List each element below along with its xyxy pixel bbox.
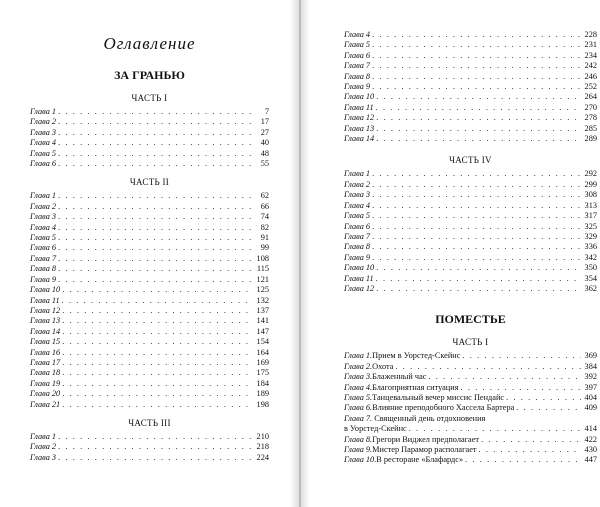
toc-entry xyxy=(30,432,269,442)
dot-leader xyxy=(58,191,253,201)
dot-leader xyxy=(395,362,581,372)
toc-entry xyxy=(344,351,597,361)
dot-leader xyxy=(372,242,581,252)
chapter-label: Глава 9. xyxy=(344,445,373,454)
toc-entry xyxy=(344,455,597,465)
chapter-label: Глава 8 xyxy=(344,242,371,252)
dot-leader xyxy=(461,383,581,393)
page-number: 242 xyxy=(584,61,597,71)
dot-leader xyxy=(372,30,581,40)
toc-entry xyxy=(30,316,269,326)
page-number: 141 xyxy=(256,316,269,326)
dot-leader xyxy=(58,432,253,442)
page-number: 350 xyxy=(584,263,597,273)
chapter-label: Глава 20 xyxy=(30,389,61,399)
chapter-subtitle: Мистер Парамор располагает xyxy=(372,445,477,454)
chapter-label: Глава 2 xyxy=(344,179,371,189)
dot-leader xyxy=(58,107,253,117)
toc-list-part-2 xyxy=(30,191,269,410)
chapter-label: Глава 5 xyxy=(344,211,371,221)
toc-entry xyxy=(30,243,269,253)
dot-leader xyxy=(62,285,253,295)
page-number: 184 xyxy=(256,378,269,388)
chapter-label: Глава 4 xyxy=(30,222,57,232)
chapter-label: Глава 12 xyxy=(344,113,375,123)
page-number: 224 xyxy=(256,452,269,462)
chapter-label: Глава 16 xyxy=(30,347,61,357)
toc-list-estate-part-1 xyxy=(344,351,597,465)
dot-leader xyxy=(58,264,253,274)
toc-entry xyxy=(30,348,269,358)
chapter-label: Глава 2 xyxy=(30,201,57,211)
page-number: 384 xyxy=(584,361,597,371)
chapter-label: Глава 7. xyxy=(344,413,373,423)
page-number: 285 xyxy=(584,123,597,133)
dot-leader xyxy=(62,368,253,378)
page-number: 17 xyxy=(260,117,269,127)
toc-entry xyxy=(30,212,269,222)
dot-leader xyxy=(462,351,581,361)
toc-entry xyxy=(30,358,269,368)
dot-leader xyxy=(58,233,253,243)
toc-entry xyxy=(30,159,269,169)
dot-leader xyxy=(62,348,253,358)
dot-leader xyxy=(479,445,581,455)
page-number: 228 xyxy=(584,30,597,39)
section-title-estate: ПОМЕСТЬЕ xyxy=(435,312,506,327)
chapter-label: Глава 1 xyxy=(344,169,371,179)
page-number: 430 xyxy=(584,445,597,454)
toc-entry xyxy=(344,92,597,102)
left-page xyxy=(0,0,299,507)
chapter-label: Глава 17 xyxy=(30,357,61,367)
toc-entry xyxy=(344,232,597,242)
chapter-label: Глава 2. xyxy=(344,361,373,371)
chapter-label: Глава 12 xyxy=(344,283,375,293)
toc-list-part-4 xyxy=(344,169,597,294)
page-number: 74 xyxy=(260,212,269,222)
dot-leader xyxy=(376,134,581,144)
page-number: 40 xyxy=(260,138,269,148)
chapter-label: Глава 1 xyxy=(30,107,57,116)
toc-entry xyxy=(344,372,597,382)
toc-entry xyxy=(344,134,597,144)
toc-entry xyxy=(344,180,597,190)
page-number: 91 xyxy=(260,233,269,243)
toc-entry xyxy=(344,61,597,71)
page-number: 234 xyxy=(584,50,597,60)
dot-leader xyxy=(372,232,581,242)
toc-entry xyxy=(344,103,597,113)
toc-entry xyxy=(30,296,269,306)
page-number: 169 xyxy=(256,357,269,367)
dot-leader xyxy=(62,379,253,389)
dot-leader xyxy=(372,51,581,61)
toc-entry xyxy=(30,191,269,201)
chapter-label: Глава 7 xyxy=(344,231,371,241)
chapter-label: Глава 3 xyxy=(30,127,57,137)
dot-leader xyxy=(58,138,253,148)
dot-leader xyxy=(62,306,253,316)
toc-entry xyxy=(344,393,597,403)
dot-leader xyxy=(372,169,581,179)
toc-entry xyxy=(30,337,269,347)
chapter-subtitle: Блаженный час xyxy=(372,372,427,382)
toc-entry xyxy=(30,400,269,410)
dot-leader xyxy=(62,296,253,306)
chapter-label: Глава 18 xyxy=(30,368,61,378)
part-title: ЧАСТЬ I xyxy=(452,337,489,348)
chapter-label: Глава 9 xyxy=(344,82,371,92)
toc-entry xyxy=(30,327,269,337)
toc-entry xyxy=(30,285,269,295)
dot-leader xyxy=(376,103,581,113)
dot-leader xyxy=(58,275,253,285)
page-number: 231 xyxy=(584,40,597,50)
page-number: 369 xyxy=(584,351,597,361)
toc-entry xyxy=(30,223,269,233)
toc-list-part-1 xyxy=(30,107,269,169)
chapter-label: Глава 3 xyxy=(30,212,57,222)
chapter-label: Глава 5. xyxy=(344,392,373,402)
toc-entry xyxy=(344,72,597,82)
section-title-beyond: ЗА ГРАНЬЮ xyxy=(114,68,185,82)
toc-entry xyxy=(30,368,269,378)
part-title: ЧАСТЬ IV xyxy=(449,155,492,166)
chapter-label: Глава 6 xyxy=(30,243,57,253)
dot-leader xyxy=(372,190,581,200)
chapter-label: Глава 3 xyxy=(30,452,57,462)
dot-leader xyxy=(62,400,253,410)
chapter-subtitle: Священный день отдохновения xyxy=(372,413,486,423)
dot-leader xyxy=(58,453,253,463)
chapter-label: Глава 3. xyxy=(344,372,373,382)
dot-leader xyxy=(376,113,581,123)
page-number: 299 xyxy=(584,179,597,189)
toc-entry xyxy=(344,30,597,40)
chapter-subtitle: Танцевальный вечер миссис Пендайс xyxy=(372,392,505,402)
dot-leader xyxy=(376,274,581,284)
dot-leader xyxy=(62,337,253,347)
toc-entry xyxy=(30,202,269,212)
part-title: ЧАСТЬ II xyxy=(129,177,170,188)
toc-entry xyxy=(344,40,597,50)
dot-leader xyxy=(428,372,581,382)
chapter-subtitle: Охота xyxy=(372,361,394,371)
toc-entry xyxy=(344,414,597,435)
dot-leader xyxy=(62,327,253,337)
page-number: 325 xyxy=(584,221,597,231)
page-number: 313 xyxy=(584,200,597,210)
page-number: 336 xyxy=(584,242,597,252)
page-number: 414 xyxy=(584,424,597,434)
dot-leader xyxy=(58,254,253,264)
chapter-subtitle-cont: в Уорстед-Скейнс xyxy=(344,424,407,434)
dot-leader xyxy=(506,393,581,403)
page-number: 198 xyxy=(256,399,269,409)
page-number: 27 xyxy=(260,127,269,137)
chapter-label: Глава 5 xyxy=(30,148,57,158)
page-number: 397 xyxy=(584,382,597,392)
chapter-label: Глава 9 xyxy=(30,274,57,284)
toc-entry xyxy=(344,242,597,252)
page-number: 121 xyxy=(256,274,269,284)
chapter-label: Глава 5 xyxy=(344,40,371,50)
dot-leader xyxy=(372,61,581,71)
dot-leader xyxy=(372,72,581,82)
toc-entry xyxy=(30,453,269,463)
toc-entry xyxy=(344,274,597,284)
page-number: 82 xyxy=(260,222,269,232)
toc-entry xyxy=(30,306,269,316)
dot-leader xyxy=(58,202,253,212)
toc-entry xyxy=(344,253,597,263)
dot-leader xyxy=(409,424,581,434)
dot-leader xyxy=(376,92,581,102)
chapter-label: Глава 8. xyxy=(344,434,373,444)
dot-leader xyxy=(372,253,581,263)
page-number: 164 xyxy=(256,347,269,357)
page-number: 289 xyxy=(584,134,597,144)
chapter-label: Глава 14 xyxy=(344,134,375,144)
page-number: 137 xyxy=(256,305,269,315)
chapter-label: Глава 6 xyxy=(344,50,371,60)
chapter-label: Глава 10 xyxy=(344,92,375,102)
chapter-label: Глава 4. xyxy=(344,382,373,392)
chapter-label: Глава 4 xyxy=(30,138,57,148)
dot-leader xyxy=(376,263,581,273)
toc-entry xyxy=(344,435,597,445)
toc-entry xyxy=(344,211,597,221)
chapter-label: Глава 2 xyxy=(30,442,57,452)
dot-leader xyxy=(58,149,253,159)
book-gutter-shadow xyxy=(290,0,310,507)
chapter-label: Глава 7 xyxy=(30,253,57,263)
toc-entry xyxy=(30,128,269,138)
page-number: 115 xyxy=(256,264,269,274)
dot-leader xyxy=(58,212,253,222)
chapter-label: Глава 6 xyxy=(30,159,57,169)
chapter-label: Глава 11 xyxy=(344,102,374,112)
chapter-subtitle: В ресторане «Блафардс» xyxy=(376,455,464,465)
chapter-label: Глава 1 xyxy=(30,431,57,441)
dot-leader xyxy=(58,159,253,169)
chapter-label: Глава 1. xyxy=(344,351,373,361)
dot-leader xyxy=(372,222,581,232)
chapter-label: Глава 5 xyxy=(30,233,57,243)
page-number: 264 xyxy=(584,92,597,102)
toc-entry xyxy=(30,117,269,127)
page-number: 278 xyxy=(584,113,597,123)
dot-leader xyxy=(372,82,581,92)
dot-leader xyxy=(58,117,253,127)
page-number: 342 xyxy=(584,252,597,262)
page-number: 392 xyxy=(584,372,597,382)
toc-entry xyxy=(344,82,597,92)
toc-entry xyxy=(344,201,597,211)
page-number: 270 xyxy=(584,102,597,112)
chapter-subtitle: Грегори Виджел предполагает xyxy=(372,434,480,444)
toc-entry xyxy=(344,190,597,200)
chapter-label: Глава 6 xyxy=(344,221,371,231)
dot-leader xyxy=(62,389,253,399)
page-number: 218 xyxy=(256,442,269,452)
page-number: 147 xyxy=(256,326,269,336)
page-number: 252 xyxy=(584,82,597,92)
toc-entry xyxy=(30,442,269,452)
toc-entry xyxy=(30,275,269,285)
page-number: 246 xyxy=(584,71,597,81)
page-number: 125 xyxy=(256,285,269,295)
dot-leader xyxy=(58,223,253,233)
toc-entry xyxy=(344,383,597,393)
page-number: 210 xyxy=(256,431,269,441)
chapter-label: Глава 13 xyxy=(344,123,375,133)
toc-entry xyxy=(30,107,269,117)
toc-entry xyxy=(30,379,269,389)
chapter-label: Глава 10 xyxy=(344,263,375,273)
dot-leader xyxy=(465,455,581,465)
dot-leader xyxy=(372,40,581,50)
page-number: 55 xyxy=(260,159,269,169)
dot-leader xyxy=(58,442,253,452)
chapter-label: Глава 11 xyxy=(30,295,60,305)
toc-list-part-3-continued xyxy=(344,30,597,144)
part-title: ЧАСТЬ I xyxy=(131,93,168,103)
toc-entry xyxy=(30,149,269,159)
dot-leader xyxy=(376,284,581,294)
chapter-label: Глава 15 xyxy=(30,337,61,347)
chapter-label: Глава 8 xyxy=(30,264,57,274)
toc-entry xyxy=(344,263,597,273)
page-number: 404 xyxy=(584,392,597,402)
chapter-label: Глава 6. xyxy=(344,403,373,413)
page-number: 308 xyxy=(584,190,597,200)
toc-entry xyxy=(344,124,597,134)
right-page xyxy=(301,0,600,507)
chapter-subtitle: Прием в Уорстед-Скейнс xyxy=(372,351,461,361)
page-number: 329 xyxy=(584,231,597,241)
dot-leader xyxy=(372,211,581,221)
toc-entry xyxy=(30,264,269,274)
dot-leader xyxy=(58,128,253,138)
page-number: 362 xyxy=(584,283,597,293)
toc-entry xyxy=(344,113,597,123)
dot-leader xyxy=(372,201,581,211)
toc-entry xyxy=(344,445,597,455)
chapter-label: Глава 19 xyxy=(30,378,61,388)
toc-entry xyxy=(344,403,597,413)
page-number: 292 xyxy=(584,169,597,179)
chapter-label: Глава 9 xyxy=(344,252,371,262)
chapter-label: Глава 12 xyxy=(30,305,61,315)
chapter-label: Глава 13 xyxy=(30,316,61,326)
dot-leader xyxy=(58,243,253,253)
dot-leader xyxy=(62,316,253,326)
toc-entry xyxy=(344,284,597,294)
page-number: 99 xyxy=(260,243,269,253)
page-number: 132 xyxy=(256,295,269,305)
dot-leader xyxy=(481,435,581,445)
toc-entry xyxy=(30,389,269,399)
page-number: 447 xyxy=(584,455,597,465)
chapter-label: Глава 3 xyxy=(344,190,371,200)
page-number: 409 xyxy=(584,403,597,413)
page-number: 154 xyxy=(256,337,269,347)
chapter-subtitle: Благоприятная ситуация xyxy=(372,382,459,392)
page-number: 354 xyxy=(584,273,597,283)
chapter-label: Глава 8 xyxy=(344,71,371,81)
dot-leader xyxy=(372,180,581,190)
chapter-label: Глава 11 xyxy=(344,273,374,283)
page-number: 317 xyxy=(584,211,597,221)
page-number: 175 xyxy=(256,368,269,378)
dot-leader xyxy=(376,124,581,134)
chapter-label: Глава 10. xyxy=(344,455,377,465)
chapter-label: Глава 7 xyxy=(344,61,371,71)
page-number: 422 xyxy=(584,434,597,444)
dot-leader xyxy=(516,403,581,413)
chapter-label: Глава 4 xyxy=(344,30,371,39)
page-number: 189 xyxy=(256,389,269,399)
toc-title: Оглавление xyxy=(103,34,196,53)
page-number: 7 xyxy=(264,107,269,116)
chapter-label: Глава 10 xyxy=(30,285,61,295)
chapter-label: Глава 2 xyxy=(30,117,57,127)
page-number: 48 xyxy=(260,148,269,158)
toc-entry xyxy=(344,222,597,232)
dot-leader xyxy=(62,358,253,368)
chapter-label: Глава 1 xyxy=(30,191,57,201)
chapter-label: Глава 14 xyxy=(30,326,61,336)
page-number: 66 xyxy=(260,201,269,211)
toc-list-part-3 xyxy=(30,432,269,463)
toc-entry xyxy=(344,51,597,61)
chapter-label: Глава 21 xyxy=(30,399,61,409)
page-number: 108 xyxy=(256,253,269,263)
part-title: ЧАСТЬ III xyxy=(128,417,171,428)
toc-entry xyxy=(30,138,269,148)
toc-entry xyxy=(30,254,269,264)
chapter-label: Глава 4 xyxy=(344,200,371,210)
page-number: 62 xyxy=(260,191,269,201)
toc-entry xyxy=(30,233,269,243)
toc-entry xyxy=(344,169,597,179)
toc-entry xyxy=(344,362,597,372)
chapter-subtitle: Влияние преподобного Хассела Бартера xyxy=(372,403,515,413)
